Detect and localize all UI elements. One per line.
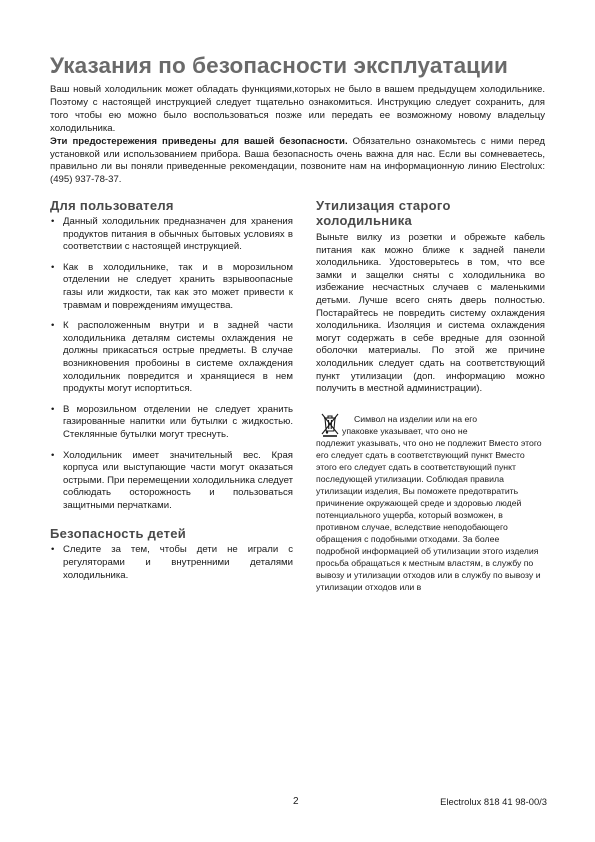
weee-notice bbox=[316, 413, 545, 593]
intro-bold-lead: Эти предостережения приведены для вашей безопасности. bbox=[50, 135, 348, 147]
list-item: • Как в холодильнике, так и в морозильном отделении не следует хранить взрывоопасные газы или жидкости, так как это может привести к травмам и повреждениям имущества. bbox=[51, 261, 293, 311]
list-item: • К расположенным внутри и в задней части холодильника деталям системы охлаждения не должны прикасаться острые предметы. В случае возникновения пробоины в системе охлаждения холодильник повредится и хранящиеся в нем продукты могут испортиться. bbox=[51, 320, 293, 395]
list-item: • Данный холодильник предназначен для хранения продуктов питания в обычных бытовых условиях в соответствии с настоящей инструкцией. bbox=[51, 216, 293, 253]
weee-line-2: упаковке указывает, что оно не bbox=[342, 425, 468, 436]
weee-text bbox=[316, 413, 545, 593]
page bbox=[50, 52, 545, 592]
list-item: • В морозильном отделении не следует хранить газированные напитки или бутылки с жидкостью. Стеклянные бутылки могут треснуть. bbox=[51, 403, 293, 440]
children-section bbox=[50, 526, 293, 582]
intro bbox=[50, 84, 545, 187]
weee-line-1: Символ на изделии или на его bbox=[354, 413, 478, 424]
intro-paragraph-2 bbox=[50, 136, 545, 188]
document-code: Electrolux 818 41 98-00/3 bbox=[440, 796, 547, 807]
crossed-out-wheelie-bin-icon bbox=[320, 411, 340, 437]
children-heading: Безопасность детей bbox=[50, 526, 187, 542]
right-column bbox=[316, 198, 545, 593]
weee-rest: подлежит указывать, что оно не подлежит Вместо этого его следует сдать в соответствующий пункт Вместо этого его следует сдать в соответствующий пункт последующей утилизации. Соблюдая правила утилизации изделия, Вы поможете предотвратить причинение окружающей среде и здоровью людей потенциального ущерба, который возможен, в противном случае, вследствие неподобающего обращения с подобными отходами. За более подробной информацией об утилизации этого изделия просьба обращаться к местным властям, в службу по вывозу и утилизации отходов или в службу по вывозу и утилизации отходов или в bbox=[316, 437, 542, 592]
disposal-text: Выньте вилку из розетки и обрежьте кабель питания как можно ближе к задней панели холодильника. Удостоверьтесь в том, что все замки и защелки сняты с холодильника во избежание несчастных случаев с маленькими детьми. Лучше всего снять дверь полностью. Постарайтесь не повредить систему охлаждения холодильника. Изоляция и система охлаждения могут содержать в себе вредные для озонной оболочки материалы. По этой же причине холодильник следует сдать на соответствующий пункт утилизации (доп. информацию можно получить в местной администрации). bbox=[316, 232, 545, 395]
intro-paragraph-2-text: Обязательно ознакомьтесь с ними перед установкой или использованием прибора. Ваша безопасность очень важна для нас. Если вы сомневаетесь, правильно ли вы поняли приведенные рекомендации, позвоните нам на информационную линию Electrolux: (495) 937-78-37. bbox=[50, 135, 545, 186]
list-item: • Холодильник имеет значительный вес. Края корпуса или выступающие части могут оказаться острыми. При перемещении холодильника следует соблюдать осторожность и пользоваться защитными перчатками. bbox=[51, 449, 293, 511]
left-column bbox=[50, 198, 293, 590]
intro-paragraph-1: Ваш новый холодильник может обладать функциями,которых не было в вашем предыдущем холодильнике. Поэтому с настоящей инструкцией следует тщательно ознакомиться. Инструкцию следует сохранить, для того чтобы ею можно было воспользоваться позже или передать ее возможному новому владельцу холодильника. bbox=[50, 84, 545, 134]
list-item: • Следите за тем, чтобы дети не играли с регуляторами и внутренними деталями холодильника. bbox=[51, 544, 293, 581]
disposal-heading: Утилизация старого холодильника bbox=[316, 198, 451, 228]
users-list bbox=[50, 216, 293, 512]
page-number: 2 bbox=[293, 796, 299, 807]
users-heading: Для пользователя bbox=[50, 198, 174, 213]
page-title: Указания по безопасности эксплуатации bbox=[50, 53, 508, 78]
children-list bbox=[50, 544, 293, 582]
